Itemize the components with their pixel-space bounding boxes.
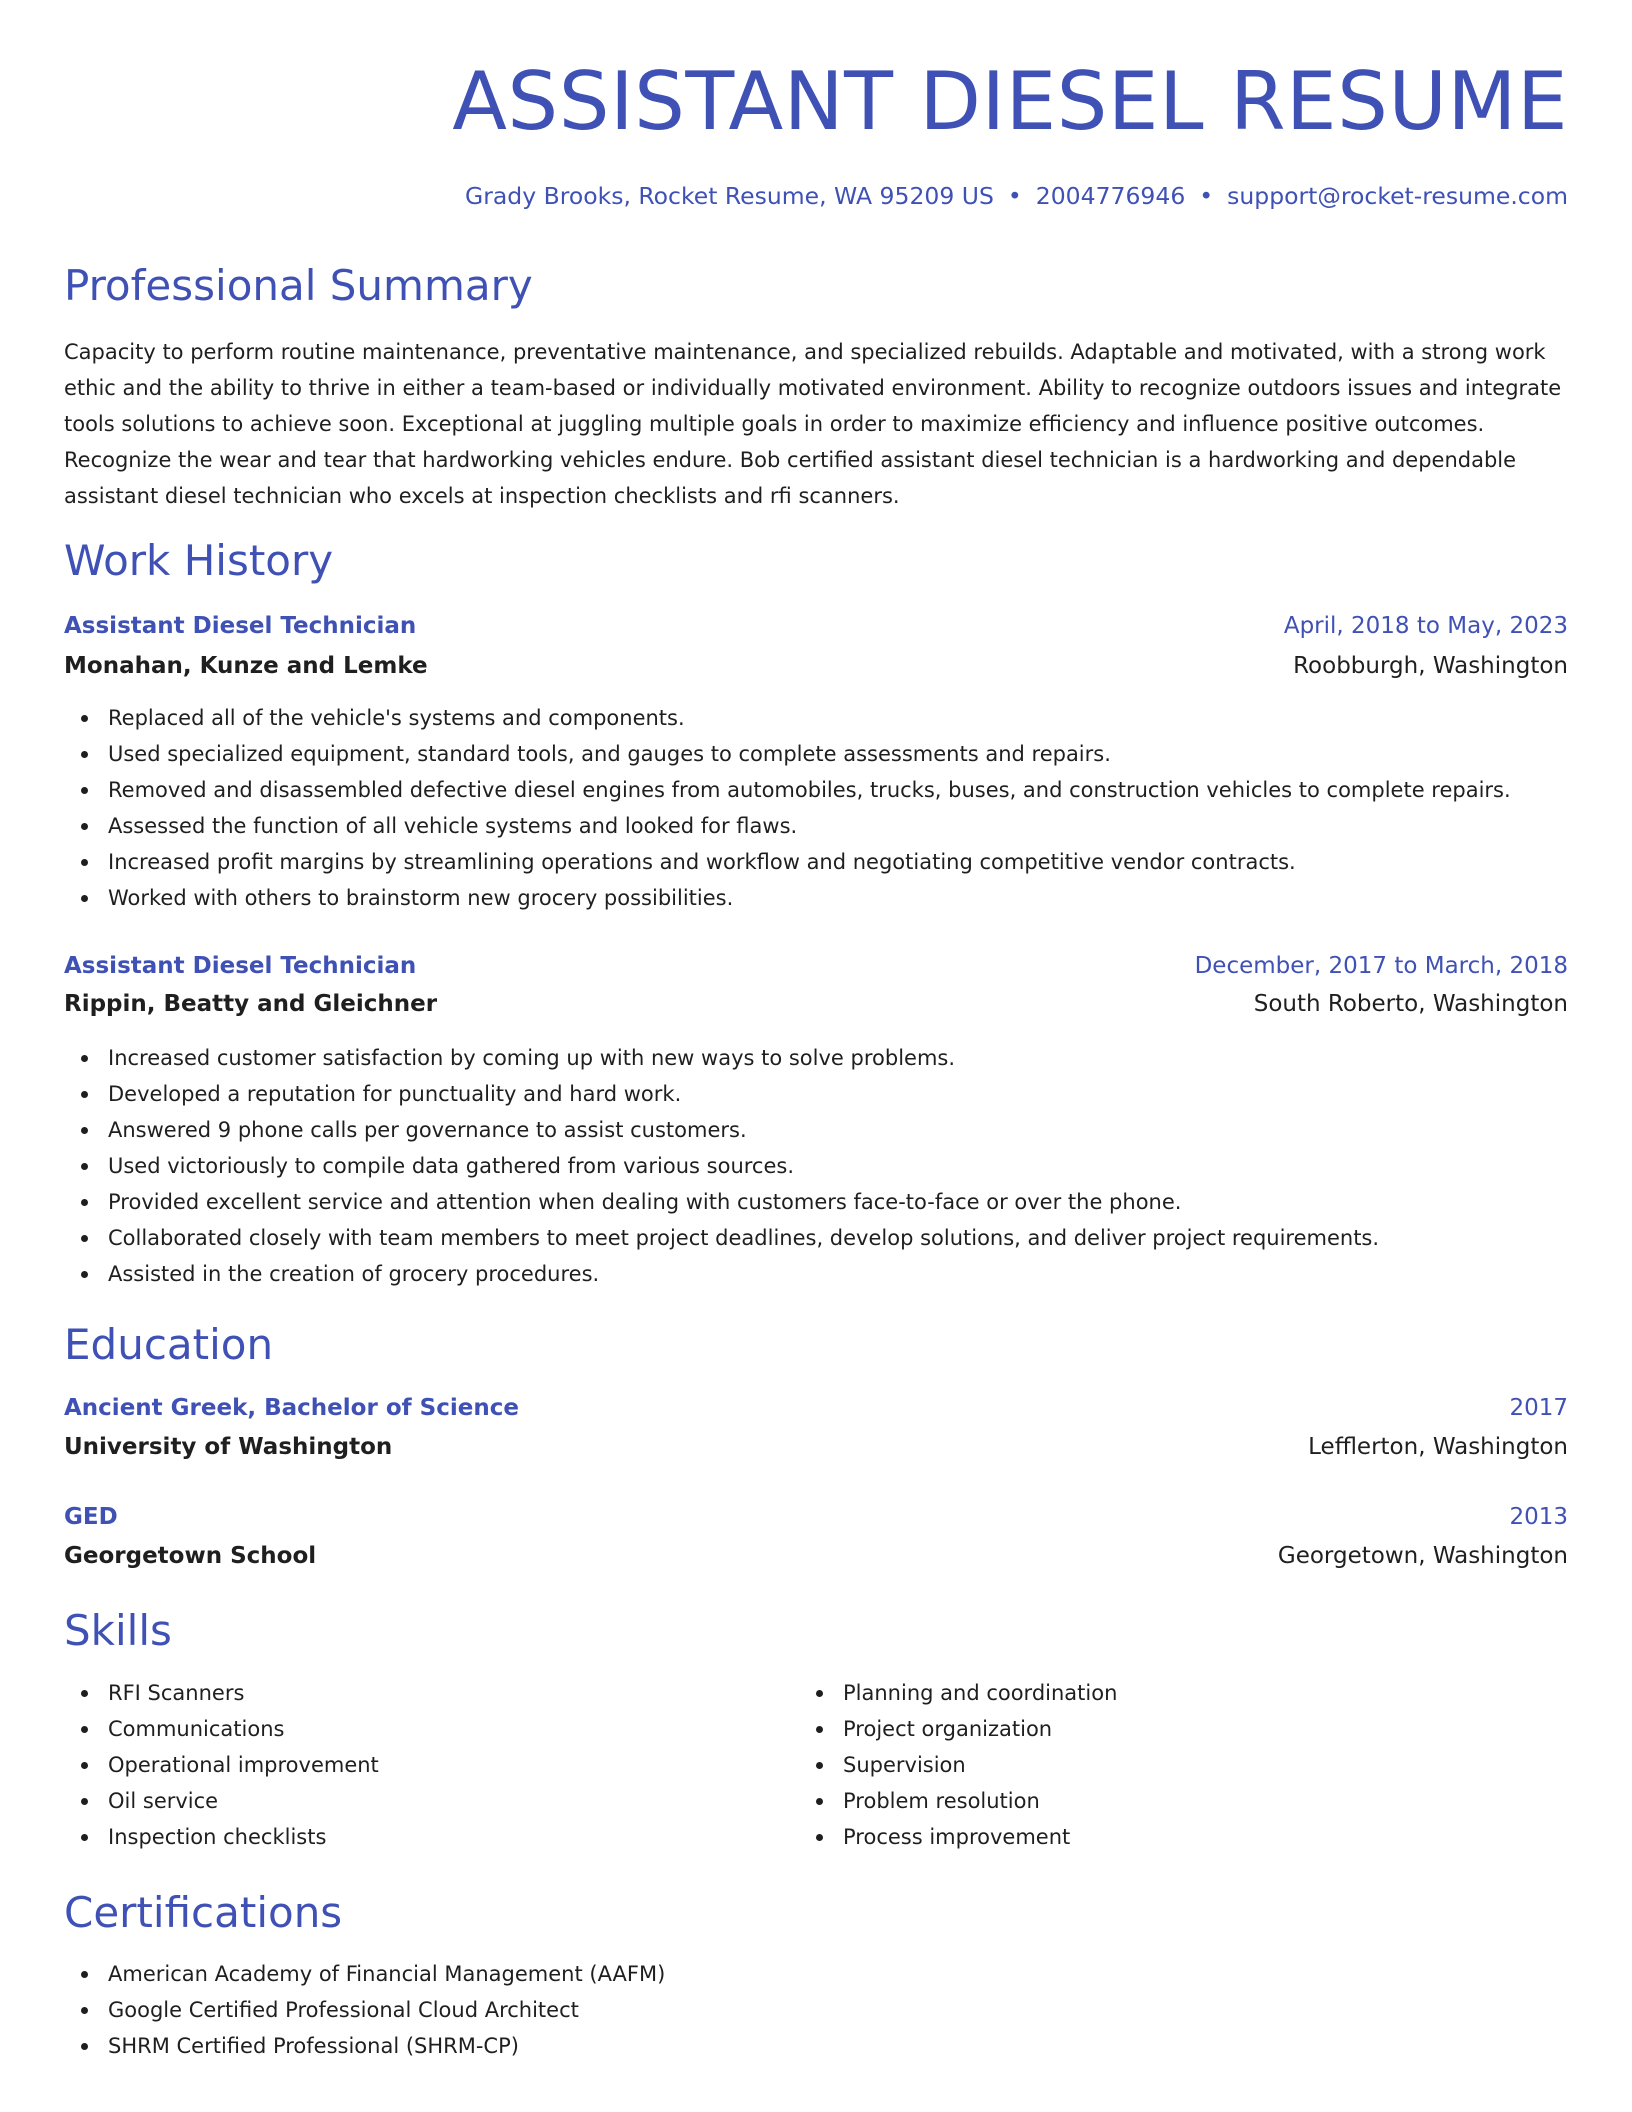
skill-item: Process improvement (799, 1819, 1117, 1855)
education-degree: Ancient Greek, Bachelor of Science (64, 1395, 519, 1421)
education-year: 2017 (1509, 1395, 1568, 1421)
skills-list-left (64, 1675, 379, 1855)
list-item: Worked with others to brainstorm new grocery possibilities. (64, 880, 1511, 916)
certification-item: American Academy of Financial Management (AAFM) (64, 1956, 665, 1992)
contact-email[interactable]: support@rocket-resume.com (1227, 182, 1568, 210)
section-heading-work-history: Work History (64, 536, 334, 585)
summary-text: Capacity to perform routine maintenance, preventative maintenance, and specialized rebuilds. Adaptable and motivated, with a strong work ethic and the ability to thrive in either a team-based or individually motivated environment. Ability to recognize outdoors issues and integrate tools solutions to achieve soon. Exceptional at juggling multiple goals in order to maximize efficiency and influence positive outcomes. Recognize the wear and tear that hardworking vehicles endure. Bob certified assistant diesel technician is a hardworking and dependable assistant diesel technician who excels at inspection checklists and rfi scanners. (64, 340, 1562, 508)
certification-item: Google Certified Professional Cloud Architect (64, 1992, 665, 2028)
job-company: Rippin, Beatty and Gleichner (64, 991, 438, 1017)
education-header-row (64, 1497, 1568, 1537)
skill-item: Inspection checklists (64, 1819, 379, 1855)
education-school-row (64, 1536, 1568, 1576)
education-school-row (64, 1427, 1568, 1467)
list-item: Replaced all of the vehicle's systems and components. (64, 700, 1511, 736)
skill-item: Planning and coordination (799, 1675, 1117, 1711)
list-item: Provided excellent service and attention when dealing with customers face-to-face or over the phone. (64, 1184, 1379, 1220)
list-item: Removed and disassembled defective diesel engines from automobiles, trucks, buses, and construction vehicles to complete repairs. (64, 772, 1511, 808)
resume-page (64, 0, 1568, 2112)
contact-separator: • (1199, 182, 1214, 210)
section-heading-certifications: Certifications (64, 1888, 343, 1937)
contact-line (465, 178, 1568, 214)
list-item: Assessed the function of all vehicle systems and looked for flaws. (64, 808, 1511, 844)
skill-item: Problem resolution (799, 1783, 1117, 1819)
education-school: University of Washington (64, 1434, 393, 1460)
list-item: Collaborated closely with team members to meet project deadlines, develop solutions, and deliver project requirements. (64, 1220, 1379, 1256)
job-company-row (64, 984, 1568, 1024)
certification-item: SHRM Certified Professional (SHRM-CP) (64, 2028, 665, 2064)
list-item: Increased profit margins by streamlining operations and workflow and negotiating competitive vendor contracts. (64, 844, 1511, 880)
contact-separator: • (1007, 182, 1022, 210)
section-heading-education: Education (64, 1320, 274, 1369)
job-dates: April, 2018 to May, 2023 (1283, 613, 1568, 639)
resume-title: ASSISTANT DIESEL RESUME (452, 55, 1568, 148)
job-bullet-list (64, 700, 1511, 916)
list-item: Developed a reputation for punctuality and hard work. (64, 1076, 1379, 1112)
education-school: Georgetown School (64, 1543, 317, 1569)
education-degree: GED (64, 1504, 118, 1530)
education-location: Lefflerton, Washington (1308, 1434, 1568, 1460)
job-bullet-list (64, 1040, 1379, 1292)
job-dates: December, 2017 to March, 2018 (1194, 953, 1568, 979)
list-item: Used victoriously to compile data gathered from various sources. (64, 1148, 1379, 1184)
job-header-row (64, 606, 1568, 646)
education-year: 2013 (1509, 1504, 1568, 1530)
job-company-row (64, 646, 1568, 686)
job-location: South Roberto, Washington (1253, 991, 1568, 1017)
skill-item: Oil service (64, 1783, 379, 1819)
skill-item: Supervision (799, 1747, 1117, 1783)
list-item: Used specialized equipment, standard tools, and gauges to complete assessments and repairs. (64, 736, 1511, 772)
education-location: Georgetown, Washington (1277, 1543, 1568, 1569)
section-heading-summary: Professional Summary (64, 261, 533, 310)
list-item: Answered 9 phone calls per governance to assist customers. (64, 1112, 1379, 1148)
skill-item: Communications (64, 1711, 379, 1747)
certifications-list (64, 1956, 665, 2064)
education-header-row (64, 1388, 1568, 1428)
job-location: Roobburgh, Washington (1293, 653, 1568, 679)
list-item: Increased customer satisfaction by coming up with new ways to solve problems. (64, 1040, 1379, 1076)
section-heading-skills: Skills (64, 1606, 172, 1655)
skill-item: RFI Scanners (64, 1675, 379, 1711)
job-title: Assistant Diesel Technician (64, 953, 417, 979)
contact-phone: 2004776946 (1035, 182, 1186, 210)
job-company: Monahan, Kunze and Lemke (64, 653, 428, 679)
skill-item: Operational improvement (64, 1747, 379, 1783)
skills-list-right (799, 1675, 1117, 1855)
contact-address: Grady Brooks, Rocket Resume, WA 95209 US (465, 182, 994, 210)
job-header-row (64, 946, 1568, 986)
job-title: Assistant Diesel Technician (64, 613, 417, 639)
list-item: Assisted in the creation of grocery procedures. (64, 1256, 1379, 1292)
skill-item: Project organization (799, 1711, 1117, 1747)
